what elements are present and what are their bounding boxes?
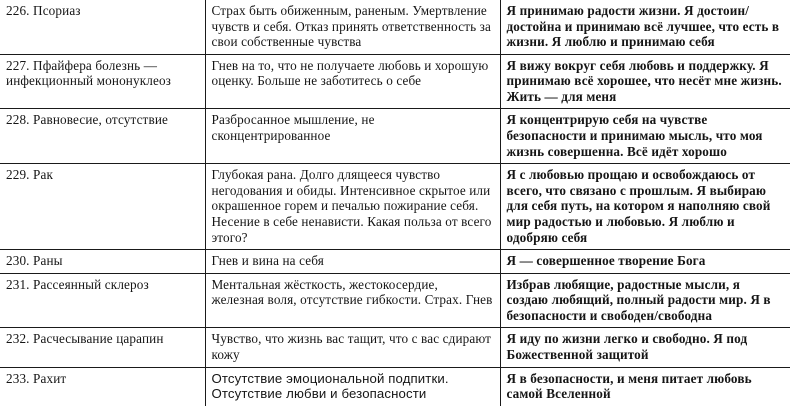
cell-probable-cause: Гнев и вина на себя (205, 250, 500, 274)
cell-problem-name: 230. Раны (0, 250, 205, 274)
cell-probable-cause: Ментальная жёсткость, жестокосердие, железная воля, отсутствие гибкости. Страх. Гнев (205, 273, 500, 328)
cell-affirmation: Избрав любящие, радостные мысли, я создаю любящий, полный радости мир. Я в безопасности и свободен/свободна (506, 276, 771, 323)
table-row (0, 273, 790, 328)
cell-probable-cause: Гнев на то, что не получаете любовь и хорошую оценку. Больше не заботитесь о себе (205, 54, 500, 109)
table-row (0, 164, 790, 250)
cell-probable-cause: Страх быть обиженным, раненым. Умертвление чувств и себя. Отказ принять ответственность за свои собственные чувства (205, 0, 500, 54)
table-row (0, 367, 790, 406)
table-row (0, 109, 790, 164)
cell-problem-name: 229. Рак (0, 164, 205, 250)
cell-probable-cause: Отсутствие эмоциональной подпитки. Отсутствие любви и безопасности (205, 367, 500, 406)
cell-affirmation: Я — совершенное творение Бога (506, 253, 706, 269)
cell-probable-cause: Чувство, что жизнь вас тащит, что с вас сдирают кожу (205, 328, 500, 367)
cell-affirmation: Я с любовью прощаю и освобождаюсь от всего, что связано с прошлым. Я выбираю для себя путь, на котором я наполняю свой мир радостью и любовью. Я люблю и одобряю себя (506, 167, 771, 245)
cell-problem-name: 226. Псориаз (0, 0, 205, 54)
cell-affirmation: Я иду по жизни легко и свободно. Я под Божественной защитой (506, 331, 748, 362)
table-row (0, 0, 790, 54)
cell-problem-name: 228. Равновесие, отсутствие (0, 109, 205, 164)
cell-probable-cause: Разбросанное мышление, не сконцентрированное (205, 109, 500, 164)
cell-problem-name: 232. Расчесывание царапин (0, 328, 205, 367)
cell-affirmation: Я в безопасности, и меня питает любовь самой Вселенной (506, 370, 752, 402)
cell-probable-cause: Глубокая рана. Долго длящееся чувство негодования и обиды. Интенсивное скрытое или окрашенное горем и печалью пожирание себя. Несение в себе ненависти. Какая польза от всего этого? (205, 164, 500, 250)
table-row (0, 54, 790, 109)
table-row (0, 328, 790, 367)
cell-problem-name: 233. Рахит (0, 367, 205, 406)
cell-affirmation: Я принимаю радости жизни. Я достоин/достойна и принимаю всё лучшее, что есть в жизни. Я люблю и принимаю себя (506, 3, 780, 50)
cell-affirmation: Я концентрирую себя на чувстве безопасности и принимаю мысль, что моя жизнь совершенна. Всё идёт хорошо (506, 112, 763, 159)
cell-problem-name: 231. Рассеянный склероз (0, 273, 205, 328)
cell-affirmation: Я вижу вокруг себя любовь и поддержку. Я принимаю всё хорошее, что несёт мне жизнь. Жить — для меня (506, 57, 782, 104)
table-row (0, 250, 790, 274)
cell-problem-name: 227. Пфайфера болезнь — инфекционный мононуклеоз (0, 54, 205, 109)
